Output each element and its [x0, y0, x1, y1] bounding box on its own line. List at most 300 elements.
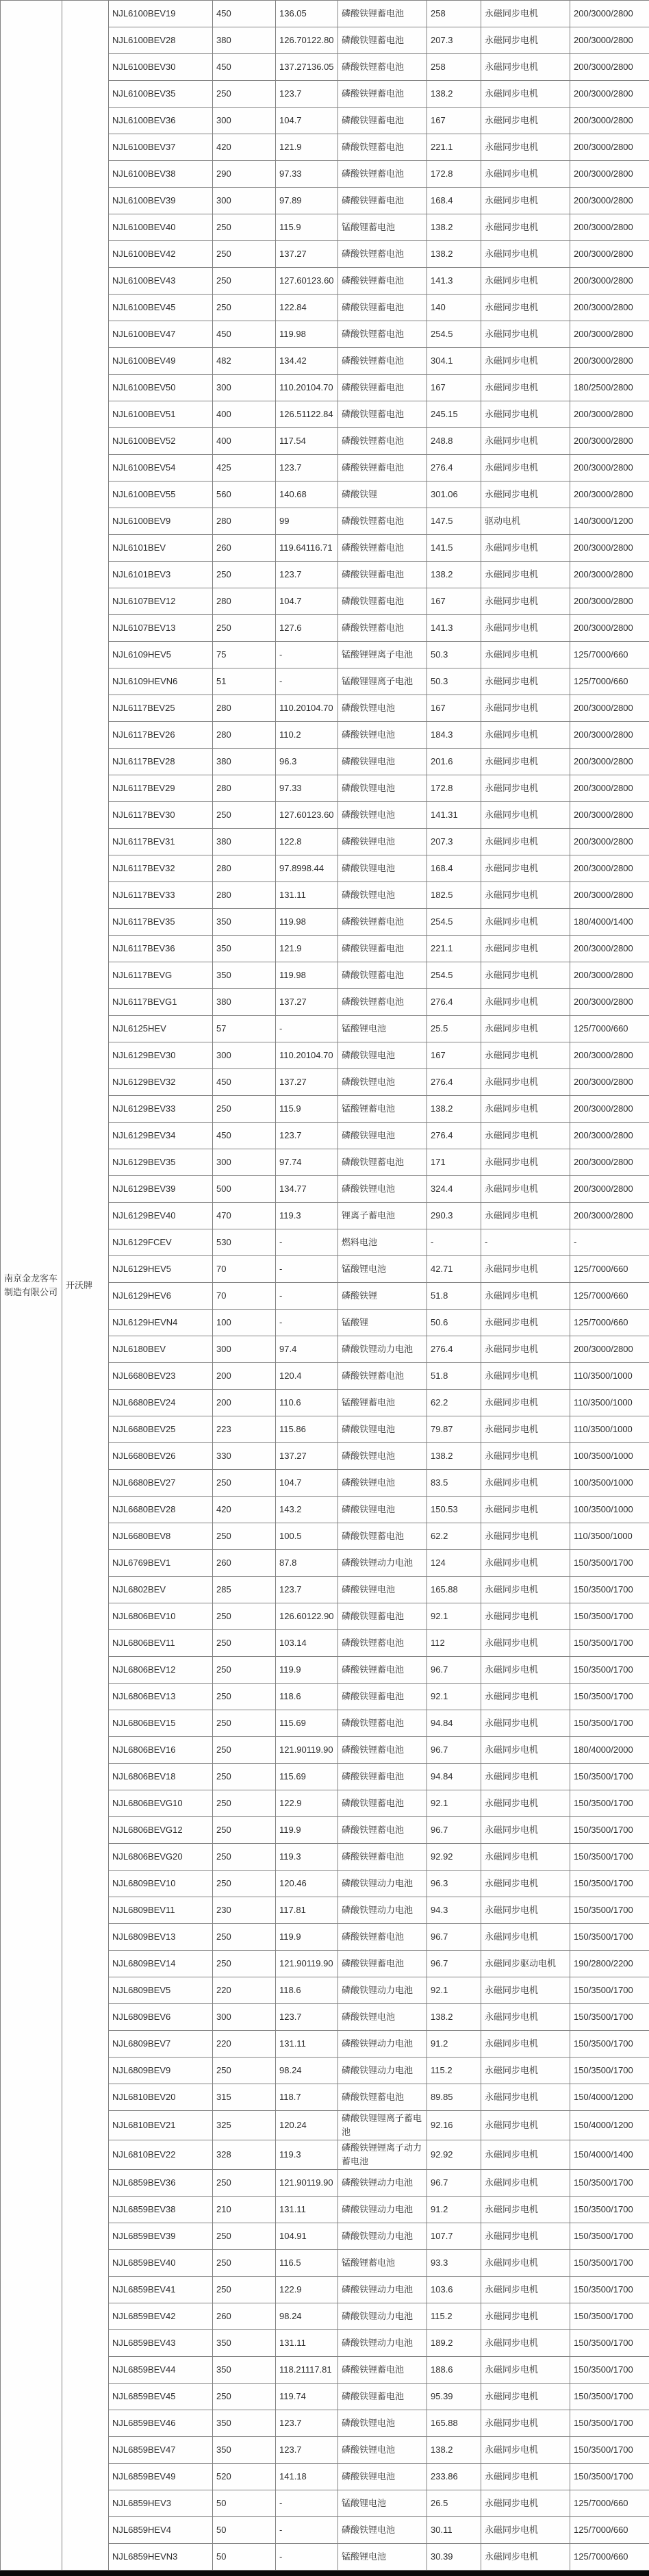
- motor-power-cell: 110/3500/1000: [570, 1363, 649, 1390]
- motor-power-cell: 150/3500/1700: [570, 1710, 649, 1737]
- motor-power-cell: 150/3500/1700: [570, 2464, 649, 2490]
- energy-consumption-cell: 97.4: [276, 1336, 338, 1363]
- motor-type-cell: 驱动电机: [481, 508, 570, 535]
- energy-consumption-cell: 98.24: [276, 2058, 338, 2084]
- motor-type-cell: 永磁同步电机: [481, 81, 570, 108]
- motor-power-cell: 125/7000/660: [570, 668, 649, 695]
- battery-capacity-cell: 167: [427, 1042, 481, 1069]
- battery-capacity-cell: 276.4: [427, 1069, 481, 1096]
- battery-type-cell: 锰酸锂电池: [338, 2490, 427, 2517]
- range-km-cell: 300: [213, 1042, 276, 1069]
- range-km-cell: 380: [213, 749, 276, 775]
- energy-consumption-cell: 122.9: [276, 2277, 338, 2303]
- battery-type-cell: 磷酸铁锂蓄电池: [338, 1523, 427, 1550]
- motor-power-cell: 150/3500/1700: [570, 1817, 649, 1844]
- energy-consumption-cell: 104.7: [276, 1470, 338, 1497]
- model-cell: NJL6129HEV5: [109, 1256, 213, 1283]
- motor-power-cell: 150/3500/1700: [570, 1684, 649, 1710]
- model-cell: NJL6680BEV28: [109, 1497, 213, 1523]
- battery-type-cell: 磷酸铁锂电池: [338, 1042, 427, 1069]
- energy-consumption-cell: 117.81: [276, 1897, 338, 1924]
- energy-consumption-cell: 119.98: [276, 321, 338, 348]
- battery-type-cell: 磷酸铁锂: [338, 1283, 427, 1310]
- range-km-cell: 280: [213, 695, 276, 722]
- battery-capacity-cell: 138.2: [427, 214, 481, 241]
- range-km-cell: 200: [213, 1363, 276, 1390]
- battery-capacity-cell: 96.7: [427, 1657, 481, 1684]
- range-km-cell: 220: [213, 1977, 276, 2004]
- battery-capacity-cell: 172.8: [427, 775, 481, 802]
- battery-capacity-cell: 140: [427, 295, 481, 321]
- motor-power-cell: 200/3000/2800: [570, 295, 649, 321]
- motor-power-cell: 200/3000/2800: [570, 401, 649, 428]
- motor-type-cell: 永磁同步电机: [481, 1176, 570, 1203]
- energy-consumption-cell: 103.14: [276, 1630, 338, 1657]
- model-cell: NJL6859BEV47: [109, 2437, 213, 2464]
- battery-capacity-cell: 167: [427, 695, 481, 722]
- range-km-cell: 250: [213, 1603, 276, 1630]
- motor-type-cell: 永磁同步电机: [481, 1310, 570, 1336]
- battery-capacity-cell: 92.1: [427, 1790, 481, 1817]
- motor-type-cell: 永磁同步电机: [481, 1790, 570, 1817]
- energy-consumption-cell: 136.05: [276, 1, 338, 27]
- model-cell: NJL6809BEV10: [109, 1871, 213, 1897]
- energy-consumption-cell: 118.6: [276, 1977, 338, 2004]
- battery-type-cell: 磷酸铁锂电池: [338, 749, 427, 775]
- range-km-cell: 250: [213, 1470, 276, 1497]
- battery-capacity-cell: 96.3: [427, 1871, 481, 1897]
- battery-capacity-cell: 276.4: [427, 1123, 481, 1149]
- motor-power-cell: 200/3000/2800: [570, 962, 649, 989]
- range-km-cell: 280: [213, 882, 276, 909]
- range-km-cell: 300: [213, 375, 276, 401]
- range-km-cell: 250: [213, 1817, 276, 1844]
- model-cell: NJL6100BEV37: [109, 134, 213, 161]
- range-km-cell: 50: [213, 2490, 276, 2517]
- model-cell: NJL6859BEV46: [109, 2410, 213, 2437]
- range-km-cell: 50: [213, 2544, 276, 2571]
- battery-capacity-cell: 96.7: [427, 1817, 481, 1844]
- model-cell: NJL6129FCEV: [109, 1229, 213, 1256]
- energy-consumption-cell: 97.8998.44: [276, 855, 338, 882]
- energy-consumption-cell: 127.60123.60: [276, 802, 338, 829]
- model-cell: NJL6680BEV27: [109, 1470, 213, 1497]
- motor-power-cell: 200/3000/2800: [570, 829, 649, 855]
- company-cell: 南京金龙客车制造有限公司: [1, 1, 62, 2571]
- energy-consumption-cell: 97.89: [276, 188, 338, 214]
- model-cell: NJL6859BEV40: [109, 2250, 213, 2277]
- motor-power-cell: 100/3500/1000: [570, 1470, 649, 1497]
- battery-capacity-cell: 138.2: [427, 2004, 481, 2031]
- motor-power-cell: 150/3500/1700: [570, 1924, 649, 1951]
- model-cell: NJL6117BEV36: [109, 936, 213, 962]
- energy-consumption-cell: -: [276, 1229, 338, 1256]
- motor-type-cell: 永磁同步电机: [481, 1684, 570, 1710]
- model-cell: NJL6680BEV26: [109, 1443, 213, 1470]
- model-cell: NJL6859BEV45: [109, 2384, 213, 2410]
- battery-type-cell: 磷酸铁锂电池: [338, 1443, 427, 1470]
- energy-consumption-cell: 123.7: [276, 455, 338, 482]
- motor-type-cell: 永磁同步电机: [481, 2330, 570, 2357]
- motor-type-cell: 永磁同步电机: [481, 1443, 570, 1470]
- motor-power-cell: 200/3000/2800: [570, 562, 649, 588]
- battery-capacity-cell: 254.5: [427, 321, 481, 348]
- motor-power-cell: 200/3000/2800: [570, 214, 649, 241]
- motor-power-cell: 150/3500/1700: [570, 2437, 649, 2464]
- range-km-cell: 400: [213, 401, 276, 428]
- motor-power-cell: 200/3000/2800: [570, 108, 649, 134]
- range-km-cell: 380: [213, 989, 276, 1016]
- range-km-cell: 260: [213, 2303, 276, 2330]
- battery-type-cell: 锰酸锂电池: [338, 1256, 427, 1283]
- motor-power-cell: 200/3000/2800: [570, 1203, 649, 1229]
- motor-type-cell: 永磁同步电机: [481, 989, 570, 1016]
- motor-type-cell: 永磁同步电机: [481, 2410, 570, 2437]
- model-cell: NJL6859BEV49: [109, 2464, 213, 2490]
- battery-type-cell: 磷酸铁锂蓄电池: [338, 1657, 427, 1684]
- battery-capacity-cell: 167: [427, 588, 481, 615]
- motor-power-cell: 150/3500/1700: [570, 2357, 649, 2384]
- range-km-cell: 420: [213, 1497, 276, 1523]
- motor-type-cell: 永磁同步电机: [481, 1577, 570, 1603]
- battery-capacity-cell: 92.1: [427, 1977, 481, 2004]
- motor-type-cell: 永磁同步电机: [481, 1, 570, 27]
- energy-consumption-cell: 137.27: [276, 989, 338, 1016]
- energy-consumption-cell: 121.9: [276, 134, 338, 161]
- range-km-cell: 470: [213, 1203, 276, 1229]
- battery-type-cell: 磷酸铁锂动力电池: [338, 1897, 427, 1924]
- battery-capacity-cell: 95.39: [427, 2384, 481, 2410]
- energy-consumption-cell: 123.7: [276, 2004, 338, 2031]
- battery-capacity-cell: 201.6: [427, 749, 481, 775]
- motor-power-cell: 150/3500/1700: [570, 2330, 649, 2357]
- motor-power-cell: 150/4000/1200: [570, 2111, 649, 2140]
- motor-type-cell: 永磁同步电机: [481, 882, 570, 909]
- energy-consumption-cell: 137.27: [276, 1069, 338, 1096]
- motor-type-cell: 永磁同步电机: [481, 2277, 570, 2303]
- model-cell: NJL6859BEV42: [109, 2303, 213, 2330]
- model-cell: NJL6100BEV54: [109, 455, 213, 482]
- motor-power-cell: 200/3000/2800: [570, 428, 649, 455]
- battery-type-cell: 磷酸铁锂蓄电池: [338, 1844, 427, 1871]
- battery-type-cell: 磷酸铁锂蓄电池: [338, 535, 427, 562]
- battery-capacity-cell: 150.53: [427, 1497, 481, 1523]
- model-cell: NJL6100BEV36: [109, 108, 213, 134]
- battery-type-cell: 磷酸铁锂蓄电池: [338, 375, 427, 401]
- motor-type-cell: 永磁同步电机: [481, 1630, 570, 1657]
- battery-capacity-cell: 254.5: [427, 962, 481, 989]
- motor-power-cell: 125/7000/660: [570, 2490, 649, 2517]
- model-cell: NJL6129HEVN4: [109, 1310, 213, 1336]
- energy-consumption-cell: 137.27: [276, 241, 338, 268]
- motor-power-cell: 200/3000/2800: [570, 268, 649, 295]
- battery-type-cell: 磷酸铁锂蓄电池: [338, 241, 427, 268]
- energy-consumption-cell: 118.21117.81: [276, 2357, 338, 2384]
- battery-capacity-cell: 258: [427, 1, 481, 27]
- range-km-cell: 380: [213, 829, 276, 855]
- motor-power-cell: 150/3500/1700: [570, 2058, 649, 2084]
- motor-type-cell: 永磁同步电机: [481, 1550, 570, 1577]
- battery-type-cell: 磷酸铁锂动力电池: [338, 1336, 427, 1363]
- range-km-cell: 100: [213, 1310, 276, 1336]
- battery-capacity-cell: 324.4: [427, 1176, 481, 1203]
- battery-type-cell: 磷酸铁锂蓄电池: [338, 295, 427, 321]
- battery-capacity-cell: 276.4: [427, 1336, 481, 1363]
- model-cell: NJL6129BEV30: [109, 1042, 213, 1069]
- battery-capacity-cell: 115.2: [427, 2303, 481, 2330]
- battery-capacity-cell: 50.3: [427, 642, 481, 668]
- model-cell: NJL6809BEV11: [109, 1897, 213, 1924]
- energy-consumption-cell: 115.9: [276, 1096, 338, 1123]
- motor-power-cell: 150/3500/1700: [570, 1844, 649, 1871]
- range-km-cell: 380: [213, 27, 276, 54]
- motor-power-cell: 200/3000/2800: [570, 348, 649, 375]
- model-cell: NJL6100BEV45: [109, 295, 213, 321]
- battery-capacity-cell: 165.88: [427, 1577, 481, 1603]
- energy-consumption-cell: 119.98: [276, 909, 338, 936]
- motor-power-cell: 150/3500/1700: [570, 1603, 649, 1630]
- motor-power-cell: 150/3500/1700: [570, 2223, 649, 2250]
- battery-capacity-cell: 83.5: [427, 1470, 481, 1497]
- model-cell: NJL6100BEV39: [109, 188, 213, 214]
- motor-type-cell: 永磁同步电机: [481, 2490, 570, 2517]
- motor-power-cell: 200/3000/2800: [570, 321, 649, 348]
- battery-type-cell: 磷酸铁锂蓄电池: [338, 936, 427, 962]
- motor-type-cell: 永磁同步电机: [481, 749, 570, 775]
- energy-consumption-cell: 134.42: [276, 348, 338, 375]
- battery-type-cell: 磷酸铁锂蓄电池: [338, 1764, 427, 1790]
- energy-consumption-cell: 131.11: [276, 2031, 338, 2058]
- motor-power-cell: 125/7000/660: [570, 1016, 649, 1042]
- motor-power-cell: 190/2800/2200: [570, 1951, 649, 1977]
- battery-capacity-cell: 165.88: [427, 2410, 481, 2437]
- battery-capacity-cell: 103.6: [427, 2277, 481, 2303]
- motor-power-cell: 200/3000/2800: [570, 615, 649, 642]
- model-cell: NJL6769BEV1: [109, 1550, 213, 1577]
- battery-capacity-cell: 245.15: [427, 401, 481, 428]
- battery-type-cell: 磷酸铁锂动力电池: [338, 2330, 427, 2357]
- battery-type-cell: 磷酸铁锂蓄电池: [338, 27, 427, 54]
- range-km-cell: 328: [213, 2140, 276, 2170]
- battery-type-cell: 磷酸铁锂动力电池: [338, 2303, 427, 2330]
- motor-type-cell: 永磁同步电机: [481, 375, 570, 401]
- range-km-cell: 280: [213, 722, 276, 749]
- battery-type-cell: 锰酸锂蓄电池: [338, 2250, 427, 2277]
- model-cell: NJL6859HEV3: [109, 2490, 213, 2517]
- range-km-cell: 57: [213, 1016, 276, 1042]
- range-km-cell: 280: [213, 508, 276, 535]
- motor-type-cell: 永磁同步电机: [481, 188, 570, 214]
- range-km-cell: 250: [213, 81, 276, 108]
- range-km-cell: 450: [213, 1123, 276, 1149]
- range-km-cell: 300: [213, 188, 276, 214]
- model-cell: NJL6806BEV15: [109, 1710, 213, 1737]
- motor-power-cell: 200/3000/2800: [570, 1176, 649, 1203]
- motor-power-cell: 125/7000/660: [570, 2544, 649, 2571]
- battery-type-cell: 磷酸铁锂动力电池: [338, 1977, 427, 2004]
- range-km-cell: 290: [213, 161, 276, 188]
- motor-power-cell: 200/3000/2800: [570, 695, 649, 722]
- battery-type-cell: 磷酸铁锂动力电池: [338, 2223, 427, 2250]
- battery-type-cell: 磷酸铁锂电池: [338, 1069, 427, 1096]
- energy-consumption-cell: 110.20104.70: [276, 1042, 338, 1069]
- battery-type-cell: 磷酸铁锂蓄电池: [338, 1149, 427, 1176]
- motor-type-cell: 永磁同步电机: [481, 1363, 570, 1390]
- motor-power-cell: 200/3000/2800: [570, 855, 649, 882]
- range-km-cell: 300: [213, 1149, 276, 1176]
- motor-type-cell: 永磁同步电机: [481, 909, 570, 936]
- range-km-cell: 350: [213, 2437, 276, 2464]
- battery-capacity-cell: 26.5: [427, 2490, 481, 2517]
- motor-power-cell: 200/3000/2800: [570, 54, 649, 81]
- motor-type-cell: 永磁同步电机: [481, 535, 570, 562]
- brand-cell: 开沃牌: [62, 1, 109, 2571]
- energy-consumption-cell: 118.6: [276, 1684, 338, 1710]
- energy-consumption-cell: 123.7: [276, 2437, 338, 2464]
- model-cell: NJL6129BEV39: [109, 1176, 213, 1203]
- motor-type-cell: 永磁同步电机: [481, 2223, 570, 2250]
- energy-consumption-cell: 87.8: [276, 1550, 338, 1577]
- model-cell: NJL6806BEVG10: [109, 1790, 213, 1817]
- motor-type-cell: 永磁同步电机: [481, 268, 570, 295]
- motor-power-cell: 150/3500/1700: [570, 2250, 649, 2277]
- model-cell: NJL6859BEV38: [109, 2197, 213, 2223]
- motor-power-cell: 150/3500/1700: [570, 2197, 649, 2223]
- model-cell: NJL6859BEV36: [109, 2170, 213, 2197]
- battery-type-cell: 磷酸铁锂蓄电池: [338, 1684, 427, 1710]
- energy-consumption-cell: 123.7: [276, 1577, 338, 1603]
- model-cell: NJL6100BEV19: [109, 1, 213, 27]
- model-cell: NJL6810BEV20: [109, 2084, 213, 2111]
- battery-type-cell: 磷酸铁锂蓄电池: [338, 1363, 427, 1390]
- energy-consumption-cell: 123.7: [276, 562, 338, 588]
- model-cell: NJL6859BEV44: [109, 2357, 213, 2384]
- battery-type-cell: 磷酸铁锂电池: [338, 2437, 427, 2464]
- range-km-cell: 250: [213, 2250, 276, 2277]
- battery-capacity-cell: 112: [427, 1630, 481, 1657]
- model-cell: NJL6100BEV49: [109, 348, 213, 375]
- motor-power-cell: 110/3500/1000: [570, 1390, 649, 1416]
- battery-capacity-cell: 89.85: [427, 2084, 481, 2111]
- motor-power-cell: 150/3500/1700: [570, 2384, 649, 2410]
- motor-power-cell: -: [570, 1229, 649, 1256]
- model-cell: NJL6129BEV33: [109, 1096, 213, 1123]
- battery-type-cell: 磷酸铁锂蓄电池: [338, 989, 427, 1016]
- motor-type-cell: 永磁同步电机: [481, 1924, 570, 1951]
- model-cell: NJL6100BEV9: [109, 508, 213, 535]
- battery-type-cell: 锰酸锂蓄电池: [338, 1096, 427, 1123]
- range-km-cell: 250: [213, 2384, 276, 2410]
- range-km-cell: 250: [213, 2058, 276, 2084]
- range-km-cell: 250: [213, 1764, 276, 1790]
- motor-power-cell: 200/3000/2800: [570, 241, 649, 268]
- battery-type-cell: 锰酸锂锂离子电池: [338, 642, 427, 668]
- battery-capacity-cell: 221.1: [427, 936, 481, 962]
- energy-consumption-cell: 119.9: [276, 1657, 338, 1684]
- motor-type-cell: 永磁同步电机: [481, 695, 570, 722]
- energy-consumption-cell: 119.9: [276, 1817, 338, 1844]
- model-cell: NJL6100BEV47: [109, 321, 213, 348]
- motor-type-cell: 永磁同步电机: [481, 588, 570, 615]
- battery-capacity-cell: 233.86: [427, 2464, 481, 2490]
- battery-capacity-cell: 248.8: [427, 428, 481, 455]
- battery-type-cell: 磷酸铁锂蓄电池: [338, 1737, 427, 1764]
- motor-type-cell: 永磁同步电机: [481, 295, 570, 321]
- energy-consumption-cell: 97.33: [276, 161, 338, 188]
- range-km-cell: 315: [213, 2084, 276, 2111]
- motor-type-cell: 永磁同步电机: [481, 321, 570, 348]
- motor-type-cell: 永磁同步电机: [481, 2084, 570, 2111]
- motor-type-cell: 永磁同步电机: [481, 775, 570, 802]
- range-km-cell: 210: [213, 2197, 276, 2223]
- motor-type-cell: 永磁同步电机: [481, 27, 570, 54]
- energy-consumption-cell: 131.11: [276, 2330, 338, 2357]
- motor-power-cell: 200/3000/2800: [570, 1042, 649, 1069]
- battery-capacity-cell: 254.5: [427, 909, 481, 936]
- energy-consumption-cell: 120.4: [276, 1363, 338, 1390]
- motor-type-cell: 永磁同步电机: [481, 1042, 570, 1069]
- battery-capacity-cell: 91.2: [427, 2197, 481, 2223]
- energy-consumption-cell: 119.74: [276, 2384, 338, 2410]
- battery-capacity-cell: 141.31: [427, 802, 481, 829]
- range-km-cell: 285: [213, 1577, 276, 1603]
- range-km-cell: 280: [213, 855, 276, 882]
- motor-type-cell: 永磁同步电机: [481, 1283, 570, 1310]
- battery-type-cell: 磷酸铁锂蓄电池: [338, 428, 427, 455]
- battery-type-cell: 锂离子蓄电池: [338, 1203, 427, 1229]
- model-cell: NJL6806BEV13: [109, 1684, 213, 1710]
- motor-type-cell: 永磁同步电机: [481, 1737, 570, 1764]
- range-km-cell: 70: [213, 1256, 276, 1283]
- energy-consumption-cell: 126.70122.80: [276, 27, 338, 54]
- battery-type-cell: 磷酸铁锂电池: [338, 855, 427, 882]
- motor-type-cell: 永磁同步电机: [481, 2384, 570, 2410]
- energy-consumption-cell: 121.90119.90: [276, 1737, 338, 1764]
- energy-consumption-cell: 141.18: [276, 2464, 338, 2490]
- battery-capacity-cell: 276.4: [427, 455, 481, 482]
- motor-type-cell: 永磁同步电机: [481, 1256, 570, 1283]
- battery-type-cell: 磷酸铁锂蓄电池: [338, 161, 427, 188]
- battery-type-cell: 磷酸铁锂电池: [338, 829, 427, 855]
- battery-type-cell: 磷酸铁锂动力电池: [338, 1871, 427, 1897]
- energy-consumption-cell: 121.90119.90: [276, 2170, 338, 2197]
- motor-power-cell: 150/3500/1700: [570, 1550, 649, 1577]
- motor-power-cell: 150/3500/1700: [570, 2004, 649, 2031]
- battery-capacity-cell: 51.8: [427, 1283, 481, 1310]
- motor-power-cell: 150/3500/1700: [570, 1657, 649, 1684]
- energy-consumption-cell: 122.9: [276, 1790, 338, 1817]
- battery-type-cell: 磷酸铁锂蓄电池: [338, 962, 427, 989]
- motor-type-cell: 永磁同步电机: [481, 802, 570, 829]
- battery-capacity-cell: 92.1: [427, 1684, 481, 1710]
- motor-power-cell: 200/3000/2800: [570, 134, 649, 161]
- battery-capacity-cell: 93.3: [427, 2250, 481, 2277]
- model-cell: NJL6117BEV31: [109, 829, 213, 855]
- range-km-cell: 425: [213, 455, 276, 482]
- battery-capacity-cell: 189.2: [427, 2330, 481, 2357]
- energy-consumption-cell: 127.60123.60: [276, 268, 338, 295]
- battery-capacity-cell: 141.3: [427, 268, 481, 295]
- battery-capacity-cell: 138.2: [427, 81, 481, 108]
- range-km-cell: 450: [213, 1069, 276, 1096]
- motor-power-cell: 200/3000/2800: [570, 1069, 649, 1096]
- battery-capacity-cell: 50.6: [427, 1310, 481, 1336]
- motor-power-cell: 100/3500/1000: [570, 1443, 649, 1470]
- battery-capacity-cell: -: [427, 1229, 481, 1256]
- range-km-cell: 482: [213, 348, 276, 375]
- energy-consumption-cell: 119.3: [276, 1203, 338, 1229]
- model-cell: NJL6100BEV30: [109, 54, 213, 81]
